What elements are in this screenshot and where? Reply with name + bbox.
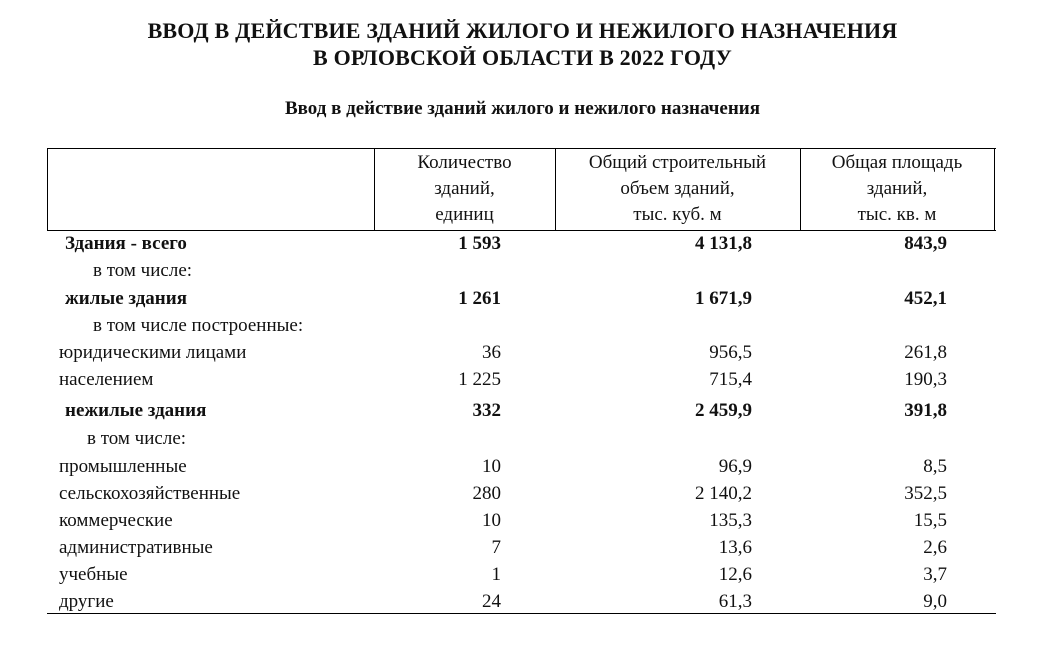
row-label: жилые здания xyxy=(65,288,187,309)
table-row-subheading xyxy=(47,425,996,452)
header-volume-line2: объем зданий, xyxy=(620,178,735,199)
row-count: 1 225 xyxy=(458,369,501,390)
title-line-2: В ОРЛОВСКОЙ ОБЛАСТИ В 2022 ГОДУ xyxy=(313,45,732,70)
header-count-line2: зданий, xyxy=(434,178,495,199)
row-area: 261,8 xyxy=(904,342,947,363)
row-area: 9,0 xyxy=(923,591,947,612)
row-label: административные xyxy=(59,537,213,558)
row-count: 1 593 xyxy=(458,233,501,254)
table-row xyxy=(47,453,996,480)
row-volume: 2 459,9 xyxy=(695,400,752,421)
row-volume: 2 140,2 xyxy=(695,483,752,504)
header-area xyxy=(800,150,994,228)
row-count: 280 xyxy=(472,483,501,504)
table-row-nonresidential xyxy=(47,397,996,424)
header-border-left xyxy=(47,148,48,230)
table-row xyxy=(47,534,996,561)
row-count: 1 261 xyxy=(458,288,501,309)
document-title xyxy=(0,17,1045,71)
row-count: 24 xyxy=(482,591,501,612)
header-border-right xyxy=(994,148,995,230)
row-label: коммерческие xyxy=(59,510,173,531)
row-label: населением xyxy=(59,369,154,390)
table-row xyxy=(47,561,996,588)
row-area: 2,6 xyxy=(923,537,947,558)
row-label: другие xyxy=(59,591,114,612)
row-count: 10 xyxy=(482,510,501,531)
row-label: в том числе построенные: xyxy=(93,315,304,336)
header-area-line3: тыс. кв. м xyxy=(857,204,937,225)
header-volume xyxy=(555,150,800,228)
table-row-residential xyxy=(47,285,996,312)
row-area: 391,8 xyxy=(904,400,947,421)
table-top-rule xyxy=(47,148,996,149)
row-label: юридическими лицами xyxy=(59,342,247,363)
row-volume: 12,6 xyxy=(718,564,752,585)
header-count-line3: единиц xyxy=(435,204,494,225)
header-volume-line1: Общий строительный xyxy=(588,152,767,173)
row-volume: 4 131,8 xyxy=(695,233,752,254)
table-row-subheading xyxy=(47,312,996,339)
table-subtitle: Ввод в действие зданий жилого и нежилого назначения xyxy=(284,98,761,119)
table-row xyxy=(47,588,996,615)
row-count: 1 xyxy=(491,564,501,585)
row-label: учебные xyxy=(59,564,128,585)
row-volume: 956,5 xyxy=(709,342,752,363)
table-row xyxy=(47,480,996,507)
table-row xyxy=(47,507,996,534)
title-line-1: ВВОД В ДЕЙСТВИЕ ЗДАНИЙ ЖИЛОГО И НЕЖИЛОГО НАЗНАЧЕНИЯ xyxy=(147,18,898,43)
header-area-line2: зданий, xyxy=(866,178,928,199)
header-volume-line3: тыс. куб. м xyxy=(633,204,722,225)
row-area: 452,1 xyxy=(904,288,947,309)
row-label: Здания - всего xyxy=(65,233,187,254)
row-area: 15,5 xyxy=(913,510,947,531)
row-count: 10 xyxy=(482,456,501,477)
header-count xyxy=(374,150,555,228)
table-row-subheading xyxy=(47,257,996,284)
row-volume: 1 671,9 xyxy=(695,288,752,309)
row-volume: 61,3 xyxy=(718,591,752,612)
table-row xyxy=(47,339,996,366)
row-area: 190,3 xyxy=(904,369,947,390)
header-count-line1: Количество xyxy=(417,152,512,173)
header-area-line1: Общая площадь xyxy=(831,152,963,173)
row-count: 332 xyxy=(472,400,501,421)
row-area: 3,7 xyxy=(923,564,947,585)
row-volume: 96,9 xyxy=(718,456,752,477)
row-label: промышленные xyxy=(59,456,187,477)
row-volume: 13,6 xyxy=(718,537,752,558)
row-area: 352,5 xyxy=(904,483,947,504)
row-volume: 715,4 xyxy=(709,369,752,390)
row-area: 843,9 xyxy=(904,233,947,254)
row-label: в том числе: xyxy=(93,260,193,281)
row-count: 7 xyxy=(491,537,501,558)
table-row xyxy=(47,366,996,393)
statistics-table xyxy=(47,148,996,614)
table-row-total xyxy=(47,230,996,257)
row-label: нежилые здания xyxy=(65,400,207,421)
row-count: 36 xyxy=(482,342,501,363)
row-volume: 135,3 xyxy=(709,510,752,531)
row-label: сельскохозяйственные xyxy=(59,483,241,504)
row-label: в том числе: xyxy=(87,428,187,449)
row-area: 8,5 xyxy=(923,456,947,477)
